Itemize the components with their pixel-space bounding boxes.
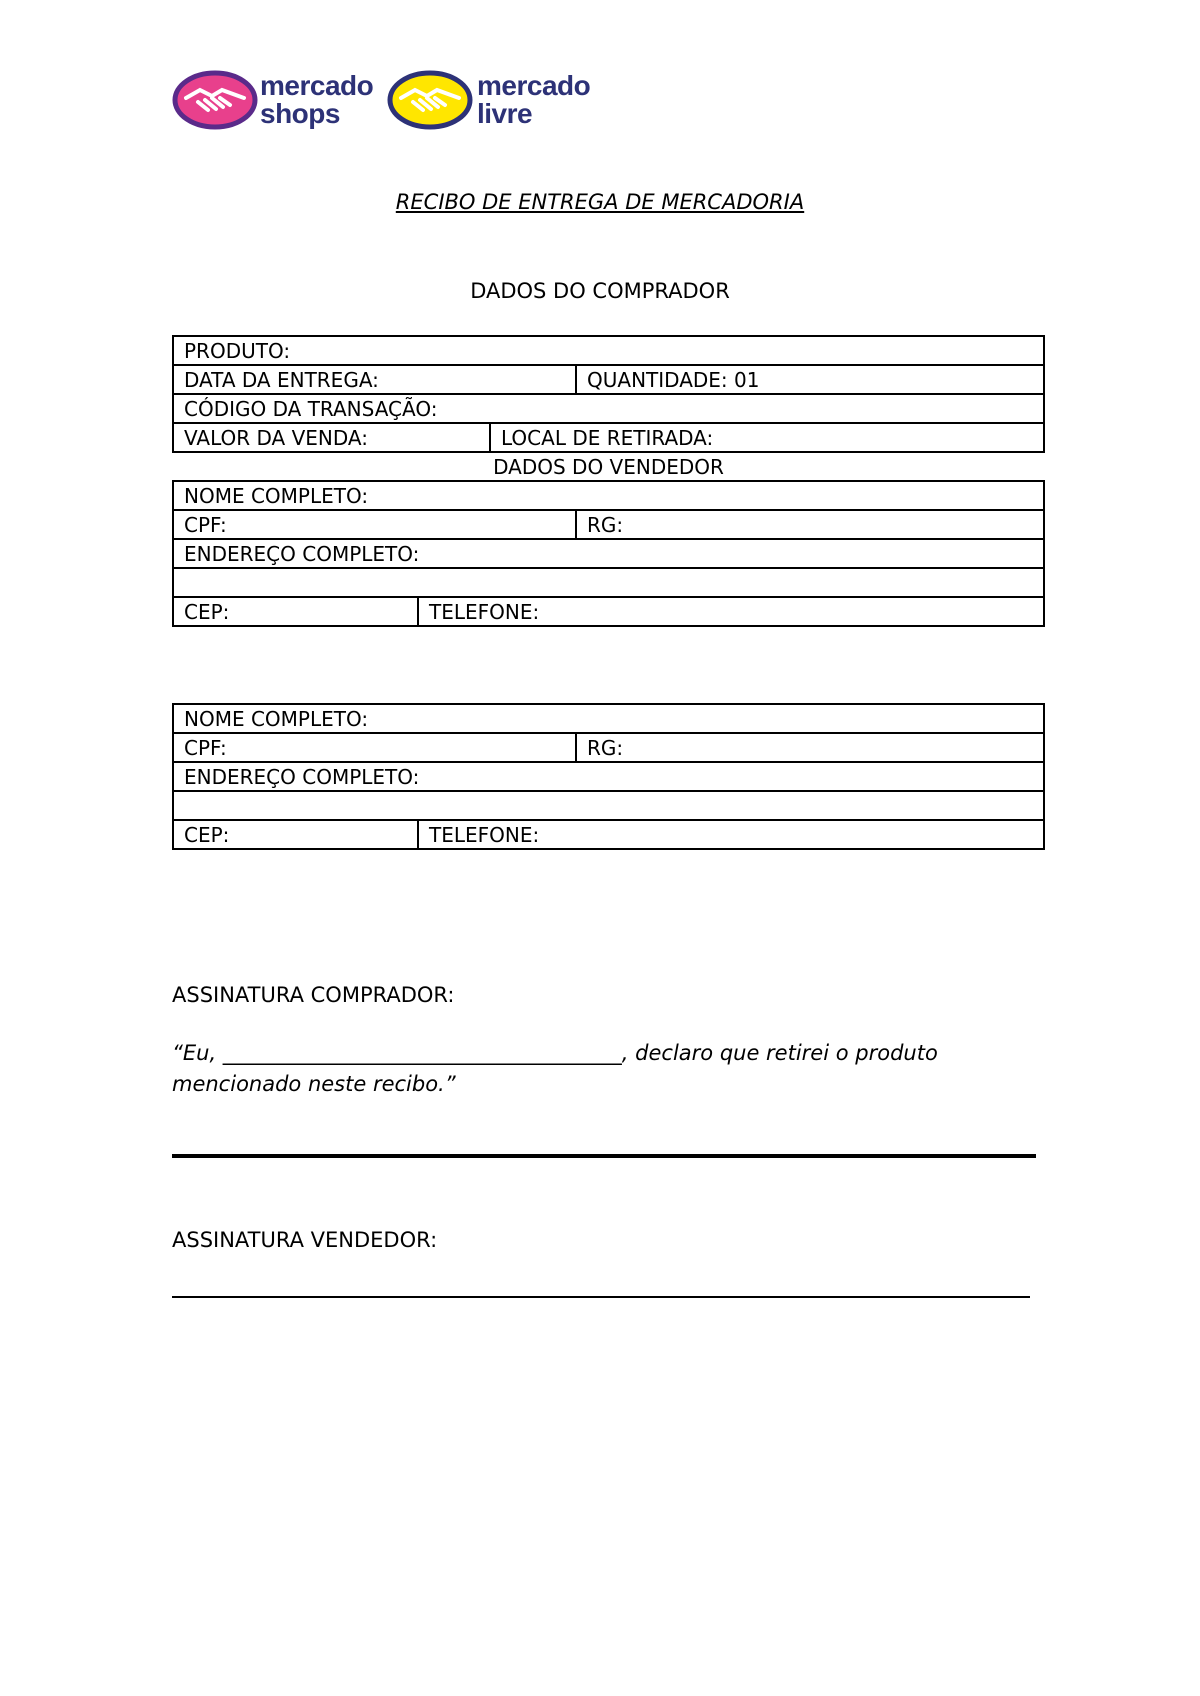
table-row — [173, 568, 1044, 597]
table-row — [173, 704, 1044, 733]
nome-completo-field[interactable]: NOME COMPLETO: — [173, 481, 1044, 510]
local-retirada-field[interactable]: LOCAL DE RETIRADA: — [490, 423, 1044, 452]
table-row — [173, 452, 1044, 481]
table-row — [173, 481, 1044, 510]
handshake-icon — [387, 70, 473, 130]
seller-signature-line[interactable] — [172, 1296, 1030, 1298]
table-row — [173, 733, 1044, 762]
table-row — [173, 394, 1044, 423]
endereco-field[interactable]: ENDEREÇO COMPLETO: — [173, 539, 1044, 568]
buyer-seller-table — [172, 335, 1045, 627]
logo-shops-line1: mercado — [260, 70, 374, 101]
table-row — [173, 336, 1044, 365]
cep-field-2[interactable]: CEP: — [173, 820, 418, 849]
table-row — [173, 820, 1044, 849]
cep-field[interactable]: CEP: — [173, 597, 418, 626]
endereco-field-2[interactable]: ENDEREÇO COMPLETO: — [173, 762, 1044, 791]
second-party-table — [172, 703, 1045, 850]
table-row — [173, 597, 1044, 626]
produto-field[interactable]: PRODUTO: — [173, 336, 1044, 365]
rg-field[interactable]: RG: — [576, 510, 1044, 539]
mercado-livre-logo — [387, 68, 590, 132]
codigo-transacao-field[interactable]: CÓDIGO DA TRANSAÇÃO: — [173, 394, 1044, 423]
quantidade-field[interactable]: QUANTIDADE: 01 — [576, 365, 1044, 394]
logo-shops-line2: shops — [260, 98, 340, 129]
table-row — [173, 423, 1044, 452]
buyer-section-heading: DADOS DO COMPRADOR — [470, 279, 730, 303]
table-row — [173, 510, 1044, 539]
data-entrega-field[interactable]: DATA DA ENTREGA: — [173, 365, 576, 394]
declaration-line-2: mencionado neste recibo.” — [172, 1072, 456, 1096]
table-row — [173, 762, 1044, 791]
logo-livre-line2: livre — [477, 98, 533, 129]
mercado-shops-logo — [172, 68, 373, 132]
buyer-signature-label: ASSINATURA COMPRADOR: — [172, 983, 455, 1007]
telefone-field-2[interactable]: TELEFONE: — [418, 820, 1044, 849]
telefone-field[interactable]: TELEFONE: — [418, 597, 1044, 626]
endereco-continuation-field-2[interactable] — [173, 791, 1044, 820]
handshake-icon — [172, 70, 258, 130]
logo-livre-line1: mercado — [477, 70, 591, 101]
declaration-text — [172, 1038, 1052, 1100]
rg-field-2[interactable]: RG: — [576, 733, 1044, 762]
seller-signature-label: ASSINATURA VENDEDOR: — [172, 1228, 438, 1252]
endereco-continuation-field[interactable] — [173, 568, 1044, 597]
table-row — [173, 539, 1044, 568]
seller-section-heading: DADOS DO VENDEDOR — [173, 452, 1044, 481]
nome-completo-field-2[interactable]: NOME COMPLETO: — [173, 704, 1044, 733]
declaration-line-1: “Eu, ______________________________________, declaro que retirei o produto — [172, 1041, 938, 1065]
table-row — [173, 365, 1044, 394]
table-row — [173, 791, 1044, 820]
cpf-field-2[interactable]: CPF: — [173, 733, 576, 762]
buyer-signature-line[interactable] — [172, 1154, 1036, 1158]
valor-venda-field[interactable]: VALOR DA VENDA: — [173, 423, 490, 452]
document-title: RECIBO DE ENTREGA DE MERCADORIA — [395, 190, 805, 214]
cpf-field[interactable]: CPF: — [173, 510, 576, 539]
